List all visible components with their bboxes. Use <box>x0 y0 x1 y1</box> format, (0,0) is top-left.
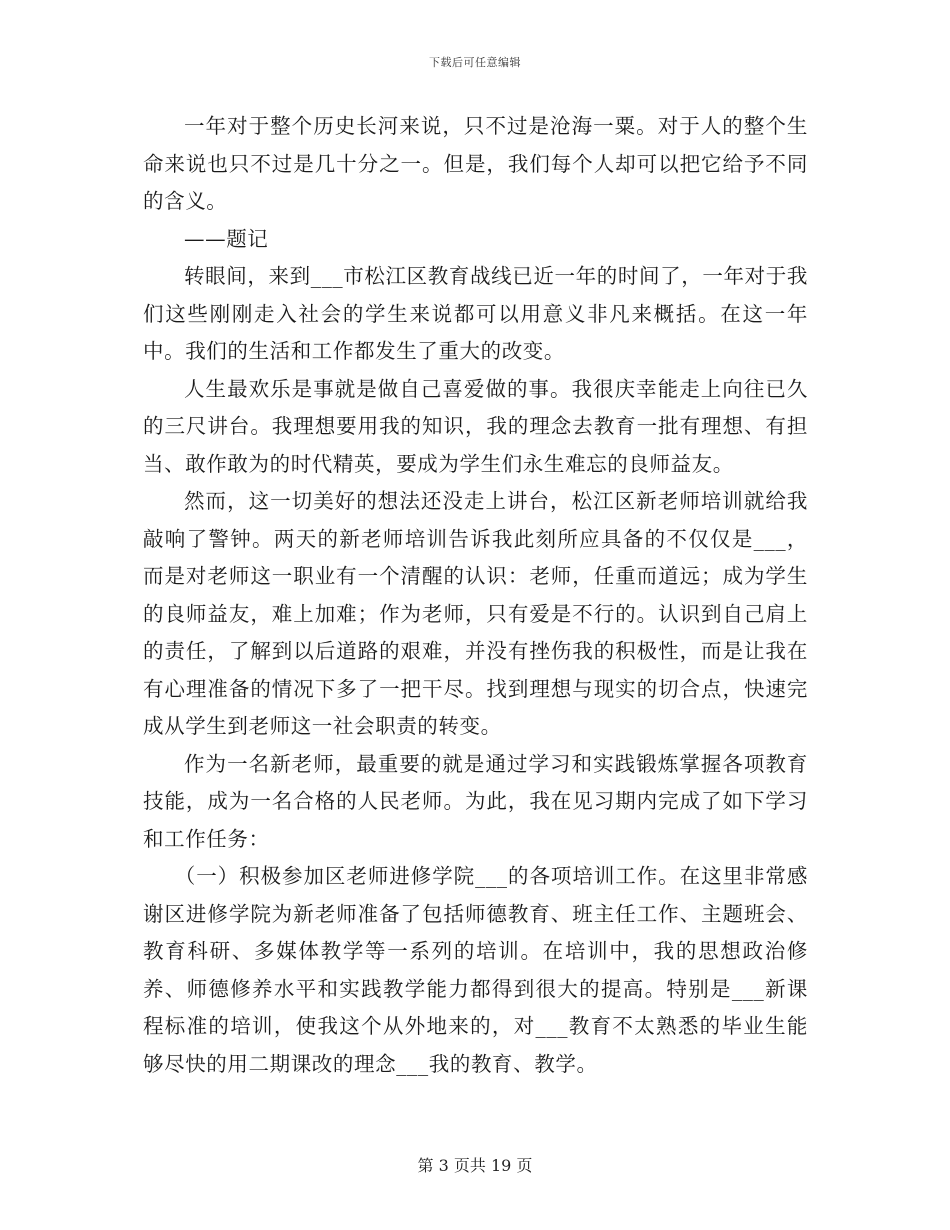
paragraph-epigraph: 一年对于整个历史长河来说，只不过是沧海一粟。对于人的整个生命来说也只不过是几十分之一。但是，我们每个人却可以把它给予不同的含义。 <box>143 114 808 213</box>
paragraph-epigraph-attribution: ——题记 <box>184 226 269 251</box>
paragraph-training-wakeup: 然而，这一切美好的想法还没走上讲台，松江区新老师培训就给我敲响了警钟。两天的新老师培训告诉我此刻所应具备的不仅仅是___，而是对老师这一职业有一个清醒的认识：老师，任重而道远；成为学生的良师益友，难上加难；作为老师，只有爱是不行的。认识到自己肩上的责任，了解到以后道路的艰难，并没有挫伤我的积极性，而是让我在有心理准备的情况下多了一把干尽。找到理想与现实的切合点，快速完成从学生到老师这一社会职责的转变。 <box>143 489 808 738</box>
document-body <box>143 108 808 1083</box>
page-header-note: 下载后可任意编辑 <box>429 56 521 69</box>
paragraph-intro: 转眼间，来到___市松江区教育战线已近一年的时间了，一年对于我们这些刚刚走入社会的学生来说都可以用意义非凡来概括。在这一年中。我们的生活和工作都发生了重大的改变。 <box>143 264 808 363</box>
paragraph-aspiration: 人生最欢乐是事就是做自己喜爱做的事。我很庆幸能走上向往已久的三尺讲台。我理想要用我的知识，我的理念去教育一批有理想、有担当、敢作敢为的时代精英，要成为学生们永生难忘的良师益友。 <box>143 376 808 476</box>
paragraph-task-one: （一）积极参加区老师进修学院___的各项培训工作。在这里非常感谢区进修学院为新老师准备了包括师德教育、班主任工作、主题班会、教育科研、多媒体教学等一系列的培训。在培训中，我的思想政治修养、师德修养水平和实践教学能力都得到很大的提高。特别是___新课程标准的培训，使我这个从外地来的，对___教育不太熟悉的毕业生能够尽快的用二期课改的理念___我的教育、教学。 <box>143 864 808 1076</box>
paragraph-tasks-intro: 作为一名新老师，最重要的就是通过学习和实践锻炼掌握各项教育技能，成为一名合格的人民老师。为此，我在见习期内完成了如下学习和工作任务： <box>143 751 808 851</box>
page-number: 第 3 页共 19 页 <box>417 1156 533 1175</box>
